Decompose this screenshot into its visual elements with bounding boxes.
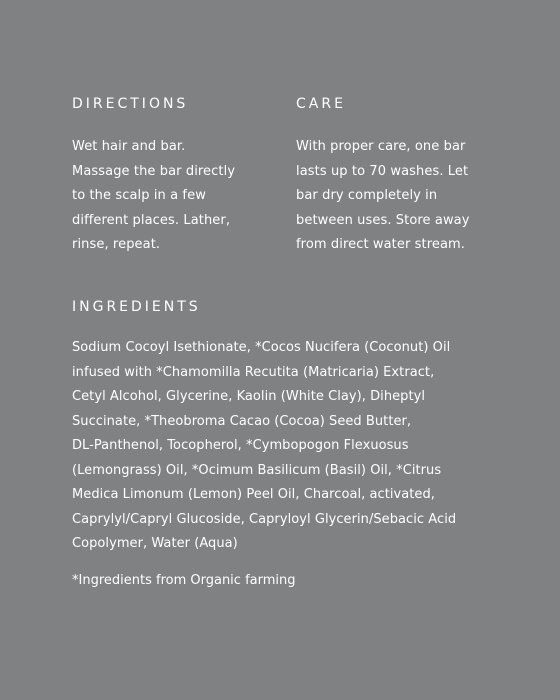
ingredients-line: Sodium Cocoyl Isethionate, *Cocos Nucifera (Coconut) Oil [72,340,451,355]
ingredients-line: infused with *Chamomilla Recutita (Matricaria) Extract, [72,364,435,380]
care-line: bar dry completely in [296,188,438,203]
directions-line: rinse, repeat. [72,237,161,252]
ingredients-line: Copolymer, Water (Aqua) [72,536,238,551]
ingredients-line: Caprylyl/Capryl Glucoside, Capryloyl Glycerin/Sebacic Acid [72,511,457,527]
directions-line: to the scalp in a few [72,188,206,203]
care-title: CARE [296,96,346,112]
directions-text [72,135,272,258]
ingredients-line: DL-Panthenol, Tocopherol, *Cymbopogon Flexuosus [72,438,409,453]
directions-line: Wet hair and bar. [72,139,186,154]
ingredients-line: (Lemongrass) Oil, *Ocimum Basilicum (Basil) Oil, *Citrus [72,462,442,478]
organic-footnote: *Ingredients from Organic farming [72,573,296,588]
directions-line: Massage the bar directly [72,163,236,179]
ingredients-line: Cetyl Alcohol, Glycerine, Kaolin (White Clay), Diheptyl [72,389,426,404]
ingredients-section [72,299,512,557]
directions-line: different places. Lather, [72,212,231,228]
directions-title: DIRECTIONS [72,96,189,112]
care-line: between uses. Store away [296,212,470,228]
care-line: With proper care, one bar [296,139,466,154]
care-line: from direct water stream. [296,237,466,252]
care-text [296,135,496,258]
ingredients-title: INGREDIENTS [72,299,201,315]
directions-section [72,96,272,258]
ingredients-text [72,336,512,557]
care-section [296,96,496,258]
ingredients-line: Medica Limonum (Lemon) Peel Oil, Charcoal, activated, [72,487,435,502]
care-line: lasts up to 70 washes. Let [296,163,469,179]
ingredients-line: Succinate, *Theobroma Cacao (Cocoa) Seed Butter, [72,413,412,429]
